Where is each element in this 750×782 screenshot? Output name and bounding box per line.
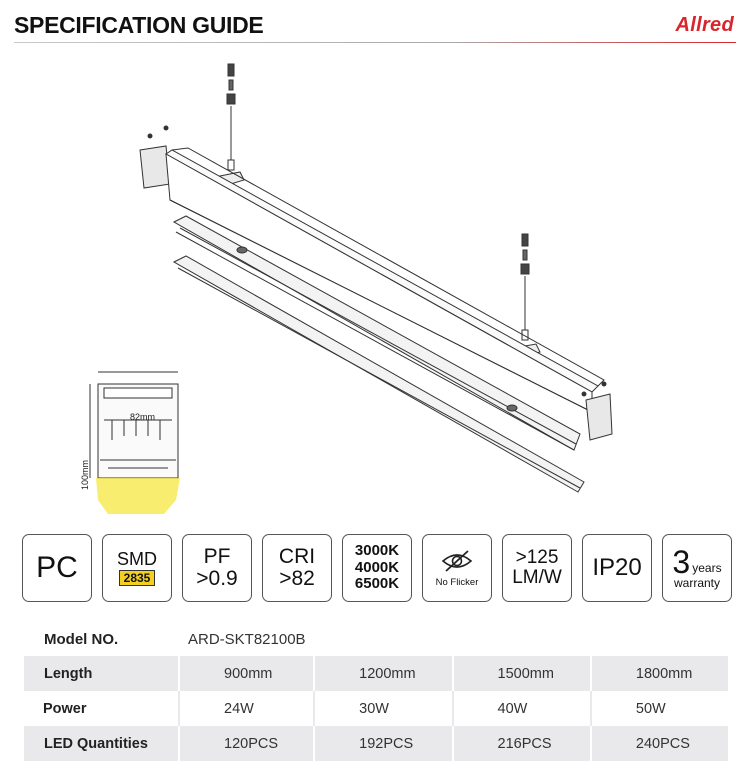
led-chip-badge: 2835 <box>119 570 156 586</box>
exploded-view-illustration <box>0 50 750 520</box>
eye-slash-icon <box>440 548 474 574</box>
right-end-cap <box>586 394 612 440</box>
table-row <box>23 656 728 691</box>
spec-icons-row <box>22 534 728 602</box>
spec-led-type: SMD 2835 <box>102 534 172 602</box>
table-cell: 240PCS <box>591 726 728 761</box>
right-suspension-kit <box>514 234 540 358</box>
profile-cross-section <box>90 372 178 478</box>
table-cell: 1800mm <box>591 656 728 691</box>
table-cell: 1500mm <box>453 656 591 691</box>
spec-cct: 3000K 4000K 6500K <box>342 534 412 602</box>
table-cell: 120PCS <box>179 726 314 761</box>
product-drawing <box>0 50 750 520</box>
spec-cri: CRI >82 <box>262 534 332 602</box>
left-end-cap <box>140 146 170 188</box>
table-cell: 50W <box>591 691 728 726</box>
header-divider <box>14 42 736 43</box>
row-label: Length <box>23 656 179 691</box>
table-cell: 40W <box>453 691 591 726</box>
row-label: LED Quantities <box>23 726 179 761</box>
model-label: Model NO. <box>44 631 119 648</box>
brand-logo: Allred <box>675 14 734 36</box>
spec-ip-rating: IP20 <box>582 534 652 602</box>
table-cell: 30W <box>314 691 452 726</box>
light-beam <box>96 478 180 514</box>
table-cell: 192PCS <box>314 726 452 761</box>
profile-width-label: 82mm <box>130 412 156 422</box>
table-row <box>23 726 728 761</box>
spec-power-factor: PF >0.9 <box>182 534 252 602</box>
table-cell: 24W <box>179 691 314 726</box>
row-label: Power <box>23 691 179 726</box>
model-number-row <box>22 631 728 651</box>
page-title: SPECIFICATION GUIDE <box>14 12 264 38</box>
spec-no-flicker: No Flicker <box>422 534 492 602</box>
table-row <box>23 691 728 726</box>
table-cell: 900mm <box>179 656 314 691</box>
specification-table <box>22 656 728 761</box>
spec-efficacy: >125 LM/W <box>502 534 572 602</box>
spec-material: PC <box>22 534 92 602</box>
profile-height-label: 100mm <box>80 459 91 491</box>
table-cell: 216PCS <box>453 726 591 761</box>
model-value: ARD-SKT82100B <box>188 631 306 648</box>
spec-warranty: 3 years warranty <box>662 534 732 602</box>
table-cell: 1200mm <box>314 656 452 691</box>
